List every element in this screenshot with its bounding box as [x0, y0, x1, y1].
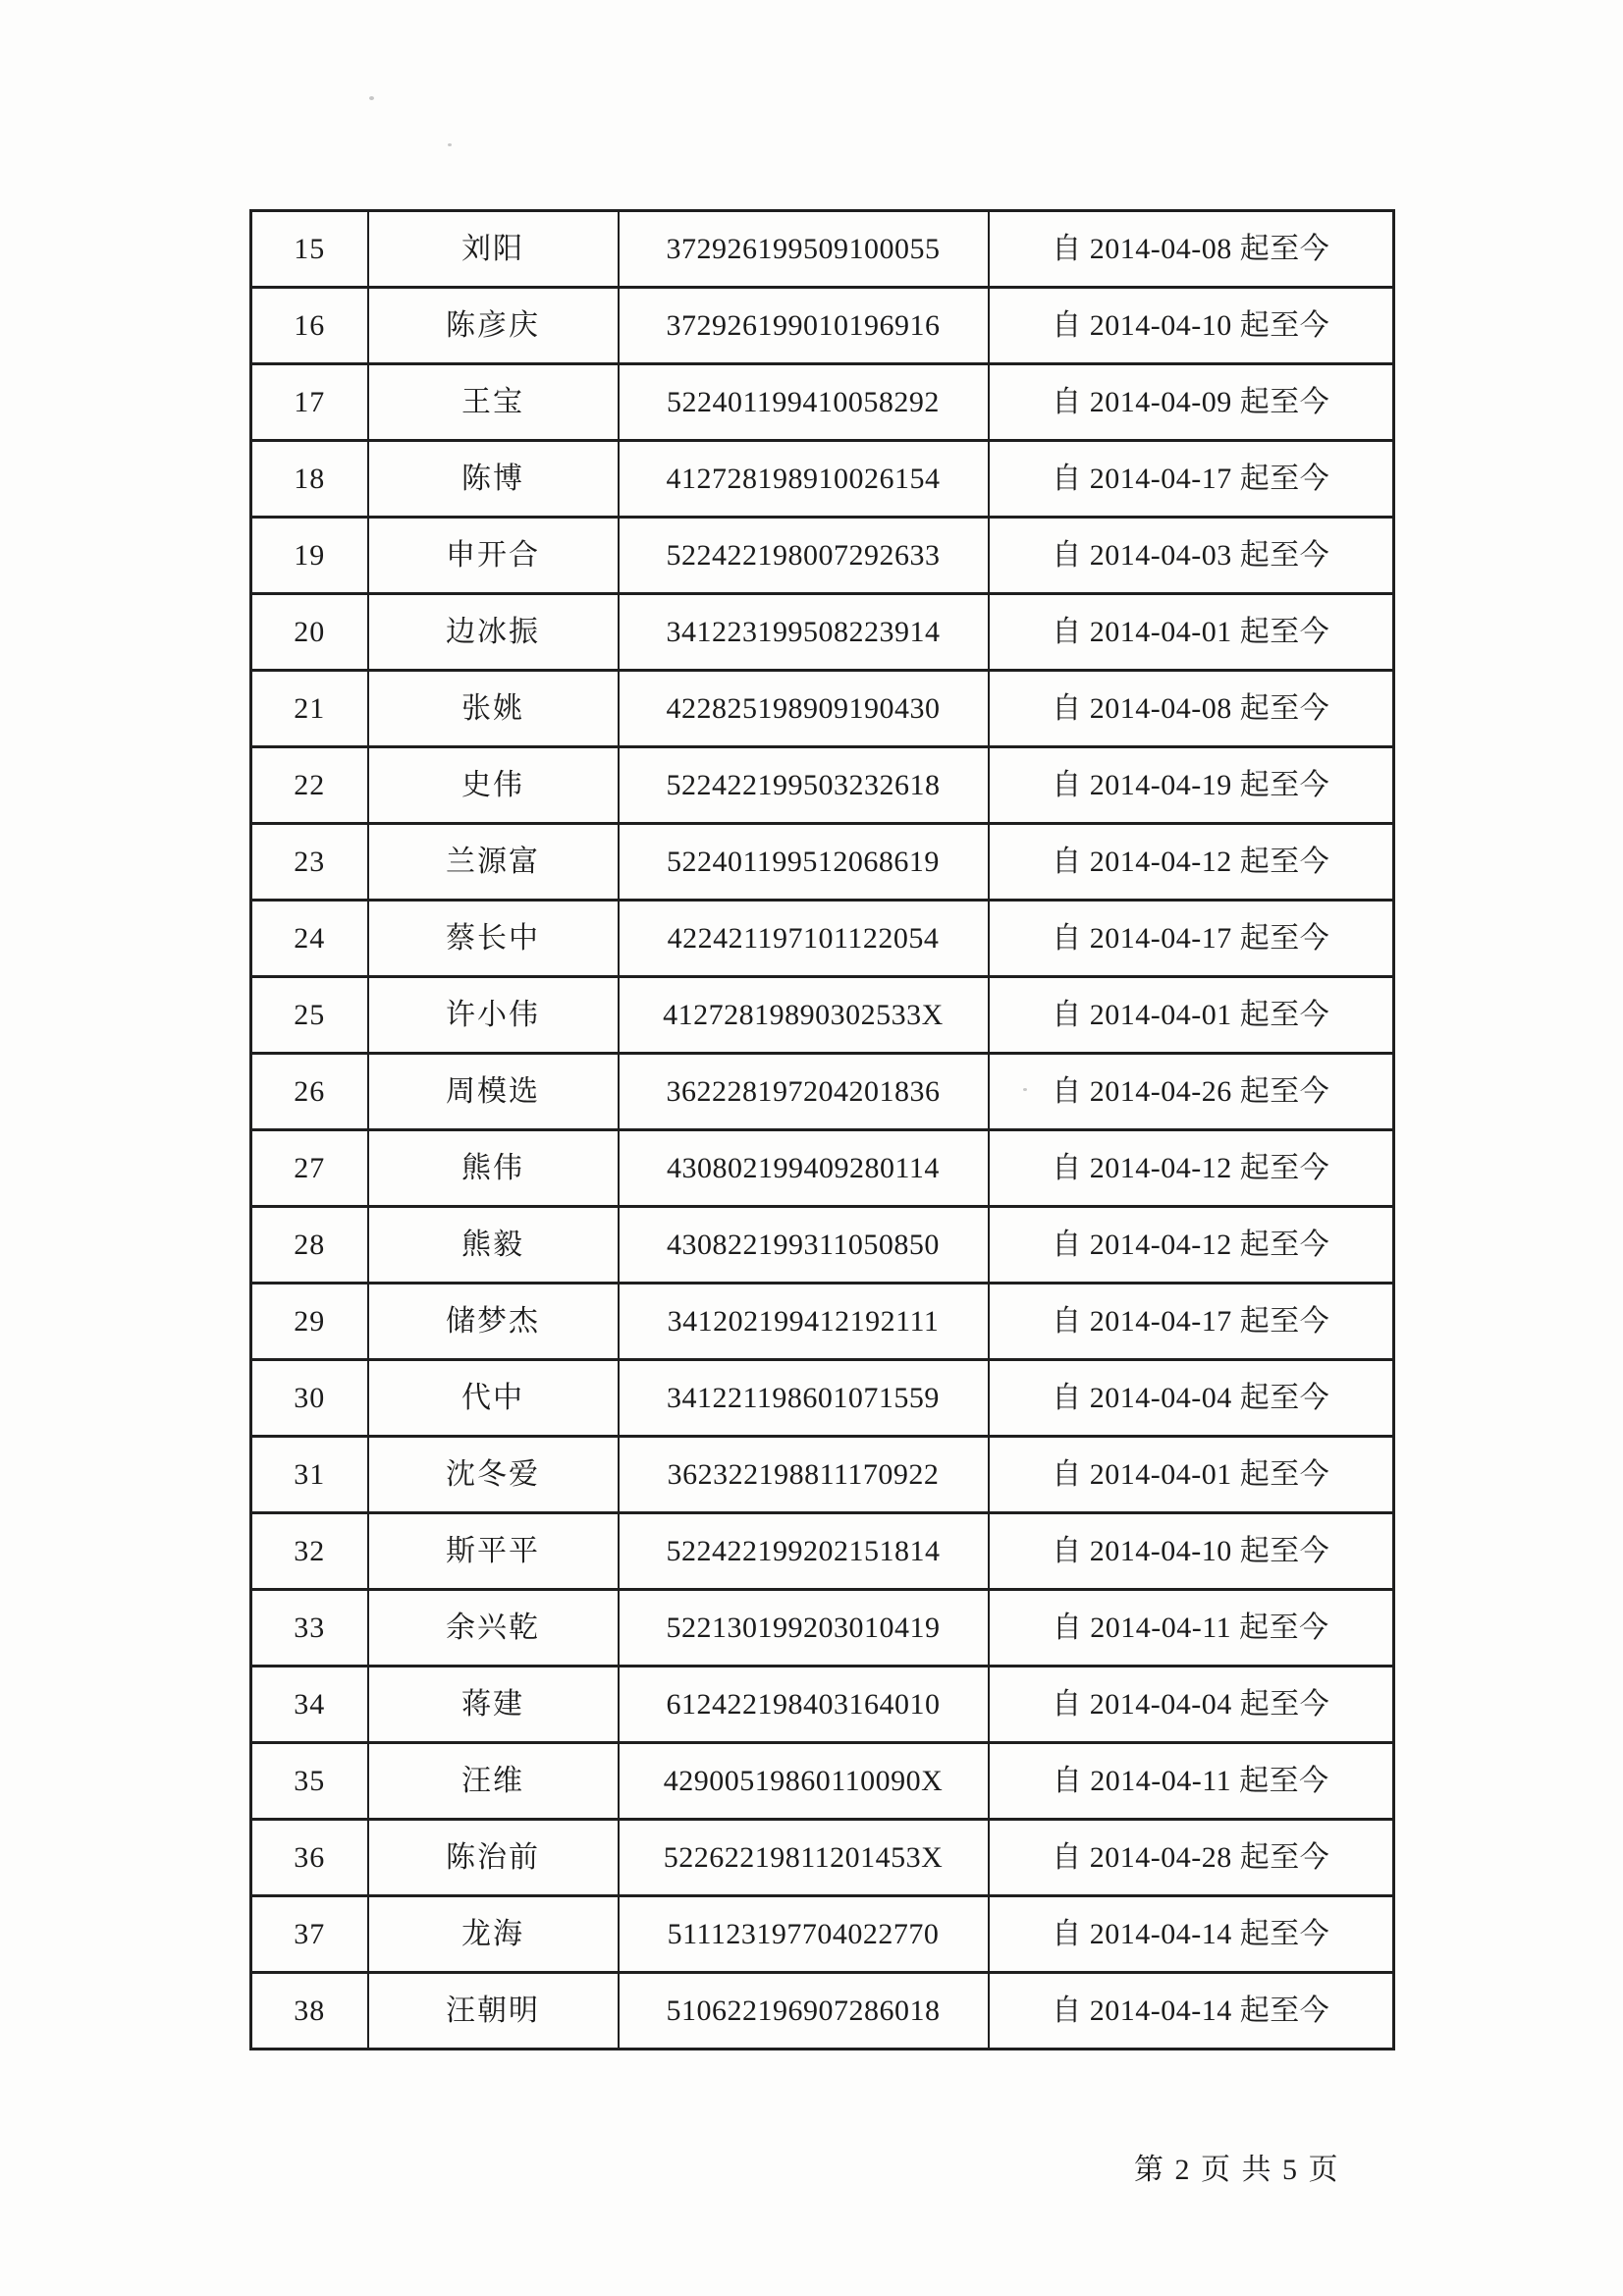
- validity-period-cell: 自 2014-04-01 起至今: [989, 1437, 1394, 1513]
- table-row: [251, 1973, 1394, 2050]
- row-number-cell: 33: [251, 1590, 368, 1667]
- id-number-cell: 362322198811170922: [619, 1437, 989, 1513]
- row-number-cell: 16: [251, 288, 368, 364]
- table-row: [251, 1437, 1394, 1513]
- table-row: [251, 1130, 1394, 1207]
- row-number-cell: 19: [251, 518, 368, 594]
- row-number-cell: 29: [251, 1284, 368, 1360]
- id-number-cell: 522130199203010419: [619, 1590, 989, 1667]
- id-number-cell: 522401199410058292: [619, 364, 989, 441]
- row-number-cell: 20: [251, 594, 368, 671]
- validity-period-cell: 自 2014-04-17 起至今: [989, 441, 1394, 518]
- row-number-cell: 32: [251, 1513, 368, 1590]
- person-name-cell: 王宝: [368, 364, 619, 441]
- validity-period-cell: 自 2014-04-10 起至今: [989, 1513, 1394, 1590]
- row-number-cell: 37: [251, 1896, 368, 1973]
- id-number-cell: 362228197204201836: [619, 1054, 989, 1130]
- id-number-cell: 430802199409280114: [619, 1130, 989, 1207]
- person-name-cell: 兰源富: [368, 824, 619, 901]
- person-name-cell: 余兴乾: [368, 1590, 619, 1667]
- person-name-cell: 张姚: [368, 671, 619, 747]
- validity-period-cell: 自 2014-04-03 起至今: [989, 518, 1394, 594]
- validity-period-cell: 自 2014-04-01 起至今: [989, 977, 1394, 1054]
- id-number-cell: 52262219811201453X: [619, 1820, 989, 1896]
- person-name-cell: 申开合: [368, 518, 619, 594]
- person-name-cell: 蒋建: [368, 1667, 619, 1743]
- row-number-cell: 34: [251, 1667, 368, 1743]
- person-name-cell: 陈彦庆: [368, 288, 619, 364]
- person-name-cell: 龙海: [368, 1896, 619, 1973]
- id-number-cell: 522422199503232618: [619, 747, 989, 824]
- validity-period-cell: 自 2014-04-28 起至今: [989, 1820, 1394, 1896]
- id-number-cell: 422421197101122054: [619, 901, 989, 977]
- validity-period-cell: 自 2014-04-11 起至今: [989, 1743, 1394, 1820]
- row-number-cell: 15: [251, 211, 368, 288]
- table-row: [251, 1054, 1394, 1130]
- row-number-cell: 25: [251, 977, 368, 1054]
- row-number-cell: 30: [251, 1360, 368, 1437]
- table-row: [251, 747, 1394, 824]
- id-number-cell: 522422198007292633: [619, 518, 989, 594]
- person-name-cell: 周模选: [368, 1054, 619, 1130]
- row-number-cell: 21: [251, 671, 368, 747]
- row-number-cell: 38: [251, 1973, 368, 2050]
- validity-period-cell: 自 2014-04-09 起至今: [989, 364, 1394, 441]
- table-row: [251, 364, 1394, 441]
- person-name-cell: 许小伟: [368, 977, 619, 1054]
- validity-period-cell: 自 2014-04-10 起至今: [989, 288, 1394, 364]
- id-number-cell: 341221198601071559: [619, 1360, 989, 1437]
- id-number-cell: 422825198909190430: [619, 671, 989, 747]
- row-number-cell: 31: [251, 1437, 368, 1513]
- person-name-cell: 史伟: [368, 747, 619, 824]
- table-row: [251, 671, 1394, 747]
- person-name-cell: 陈治前: [368, 1820, 619, 1896]
- table-row: [251, 211, 1394, 288]
- table-row: [251, 518, 1394, 594]
- person-name-cell: 沈冬爱: [368, 1437, 619, 1513]
- person-name-cell: 边冰振: [368, 594, 619, 671]
- id-number-cell: 522422199202151814: [619, 1513, 989, 1590]
- roster-table: [249, 209, 1395, 2050]
- validity-period-cell: 自 2014-04-01 起至今: [989, 594, 1394, 671]
- person-name-cell: 熊毅: [368, 1207, 619, 1284]
- id-number-cell: 372926199509100055: [619, 211, 989, 288]
- row-number-cell: 28: [251, 1207, 368, 1284]
- person-name-cell: 汪朝明: [368, 1973, 619, 2050]
- scan-speck: [448, 143, 452, 146]
- scan-speck: [1023, 1088, 1027, 1091]
- table-row: [251, 1360, 1394, 1437]
- table-row: [251, 288, 1394, 364]
- validity-period-cell: 自 2014-04-14 起至今: [989, 1973, 1394, 2050]
- id-number-cell: 612422198403164010: [619, 1667, 989, 1743]
- scan-speck: [369, 96, 374, 100]
- validity-period-cell: 自 2014-04-17 起至今: [989, 901, 1394, 977]
- table-row: [251, 901, 1394, 977]
- validity-period-cell: 自 2014-04-17 起至今: [989, 1284, 1394, 1360]
- row-number-cell: 24: [251, 901, 368, 977]
- person-name-cell: 汪维: [368, 1743, 619, 1820]
- table-row: [251, 1513, 1394, 1590]
- table-body: [251, 211, 1394, 2050]
- person-name-cell: 储梦杰: [368, 1284, 619, 1360]
- person-name-cell: 蔡长中: [368, 901, 619, 977]
- person-name-cell: 陈博: [368, 441, 619, 518]
- validity-period-cell: 自 2014-04-11 起至今: [989, 1590, 1394, 1667]
- validity-period-cell: 自 2014-04-04 起至今: [989, 1360, 1394, 1437]
- validity-period-cell: 自 2014-04-08 起至今: [989, 671, 1394, 747]
- table-row: [251, 1207, 1394, 1284]
- id-number-cell: 41272819890302533X: [619, 977, 989, 1054]
- table-row: [251, 977, 1394, 1054]
- validity-period-cell: 自 2014-04-12 起至今: [989, 1207, 1394, 1284]
- table-row: [251, 1284, 1394, 1360]
- id-number-cell: 341202199412192111: [619, 1284, 989, 1360]
- validity-period-cell: 自 2014-04-12 起至今: [989, 1130, 1394, 1207]
- table-row: [251, 1590, 1394, 1667]
- table-row: [251, 1896, 1394, 1973]
- table-row: [251, 594, 1394, 671]
- validity-period-cell: 自 2014-04-04 起至今: [989, 1667, 1394, 1743]
- row-number-cell: 35: [251, 1743, 368, 1820]
- row-number-cell: 27: [251, 1130, 368, 1207]
- table-row: [251, 824, 1394, 901]
- row-number-cell: 18: [251, 441, 368, 518]
- row-number-cell: 23: [251, 824, 368, 901]
- validity-period-cell: 自 2014-04-08 起至今: [989, 211, 1394, 288]
- id-number-cell: 430822199311050850: [619, 1207, 989, 1284]
- person-name-cell: 斯平平: [368, 1513, 619, 1590]
- table-row: [251, 1667, 1394, 1743]
- table-row: [251, 441, 1394, 518]
- validity-period-cell: 自 2014-04-12 起至今: [989, 824, 1394, 901]
- id-number-cell: 510622196907286018: [619, 1973, 989, 2050]
- id-number-cell: 372926199010196916: [619, 288, 989, 364]
- id-number-cell: 412728198910026154: [619, 441, 989, 518]
- id-number-cell: 341223199508223914: [619, 594, 989, 671]
- validity-period-cell: 自 2014-04-26 起至今: [989, 1054, 1394, 1130]
- row-number-cell: 36: [251, 1820, 368, 1896]
- validity-period-cell: 自 2014-04-14 起至今: [989, 1896, 1394, 1973]
- id-number-cell: 522401199512068619: [619, 824, 989, 901]
- person-name-cell: 刘阳: [368, 211, 619, 288]
- page-number-footer: 第 2 页 共 5 页: [1134, 2154, 1340, 2186]
- row-number-cell: 22: [251, 747, 368, 824]
- row-number-cell: 17: [251, 364, 368, 441]
- table-row: [251, 1820, 1394, 1896]
- id-number-cell: 511123197704022770: [619, 1896, 989, 1973]
- row-number-cell: 26: [251, 1054, 368, 1130]
- validity-period-cell: 自 2014-04-19 起至今: [989, 747, 1394, 824]
- table-row: [251, 1743, 1394, 1820]
- id-number-cell: 42900519860110090X: [619, 1743, 989, 1820]
- person-name-cell: 代中: [368, 1360, 619, 1437]
- person-name-cell: 熊伟: [368, 1130, 619, 1207]
